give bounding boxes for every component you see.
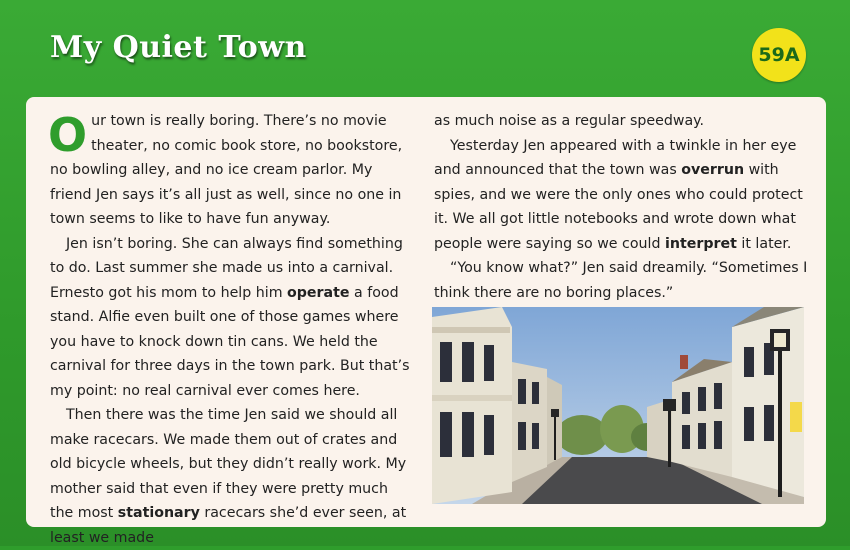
page-badge: 59A [752,28,806,82]
paragraph-5: “You know what?” Jen said dreamily. “Sometimes I think there are no boring places.” [434,260,808,301]
paragraph-4-text-b: with spies, and we were the only ones who could protect it. We all got little notebooks and wrote down what people were saying so we could [434,162,803,252]
story-title: My Quiet Town [50,30,307,65]
text-column-right [434,109,809,305]
vocab-word-interpret: interpret [664,235,737,252]
vocab-word-stationary: stationary [117,505,200,521]
vocab-word-operate: operate [287,284,350,301]
text-column-left [50,109,410,550]
paragraph-4-text-a: Yesterday Jen appeared with a twinkle in her eye and announced that the town was [434,137,797,178]
town-street-photo [432,307,804,504]
paragraph-1 [50,109,410,232]
vocab-word-overrun: overrun [681,162,745,178]
drop-cap: O [48,108,88,162]
story-panel [26,97,826,546]
paragraph-2-text-a: Jen isn’t boring. She can always find something to do. Last summer she made us into a carnival. Ernesto got his mom to help him [50,235,403,301]
paragraph-2 [50,232,410,404]
paragraph-4-text-c: it later. [736,235,792,252]
street-scene-illustration [432,307,804,504]
paragraph-3-text-a: Then there was the time Jen said we should all make racecars. We made them out of crates and old bicycle wheels, but they didn’t really work. My mother said that even if they were pretty much the most [50,407,407,521]
paragraph-2-text-b: a food stand. Alfie even built one of those games where you have to knock down tin cans. We held the carnival for three days in the town park. But that’s my point: no real carnival ever comes here. [50,284,410,399]
paragraph-3-text-b: racecars she’d ever seen, at least we made [50,505,407,546]
paragraph-4 [434,134,809,257]
paragraph-1-text: ur town is really boring. There’s no movie theater, no comic book store, no bookstore, no bowling alley, and no ice cream parlor. My friend Jen says it’s all just as well, since no one in town seems to like to have fun anyway. [50,113,403,227]
paragraph-3-continued: as much noise as a regular speedway. [434,113,705,129]
paragraph-3 [50,403,410,550]
